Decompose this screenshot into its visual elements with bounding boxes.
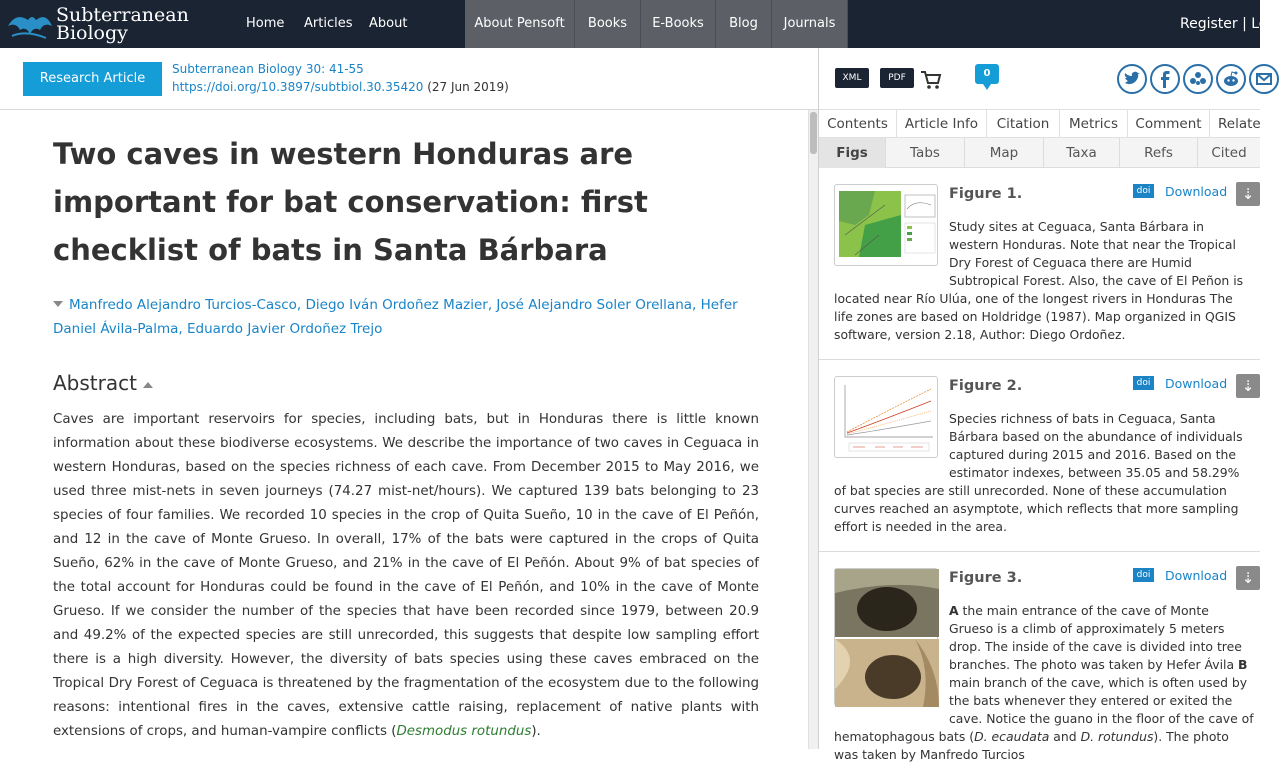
article-title: Two caves in western Honduras are important for bat conservation: first checklist of bats in Santa Bárbara	[53, 137, 648, 267]
tab-comment[interactable]: Comment	[1128, 110, 1210, 138]
scrollbar-thumb[interactable]	[810, 112, 817, 154]
tab-related[interactable]: Relate	[1218, 116, 1261, 132]
xml-download-button[interactable]: XML	[835, 68, 869, 88]
tab-article-info[interactable]: Article Info	[897, 110, 987, 138]
author-link[interactable]: Hefer Daniel Ávila-Palma	[53, 297, 738, 337]
download-arrow-icon[interactable]: ⇣	[1236, 566, 1260, 590]
panel-tabs-primary	[819, 110, 1260, 138]
caption-text: Study sites at Ceguaca, Santa Bárbara in western Honduras. Note that near the Tropical Dry Forest of Ceguaca there are Humid Subtropical Forest. Also, the cave of El Peñon is located near Río Ulúa, one of the longest rivers in Honduras The life zones are based on Holdridge (1987). Map organized in QGIS software, version 2.18, Author: Diego Ordoñez.	[834, 219, 1244, 342]
nav-home[interactable]: Home	[246, 16, 285, 31]
doi-badge[interactable]: doi	[1133, 568, 1154, 582]
nav-blog[interactable]: Blog	[716, 0, 772, 48]
species-name: Desmodus rotundus	[396, 724, 532, 739]
comment-count-badge[interactable]: 0	[975, 64, 999, 84]
tab-figs[interactable]: Figs	[819, 138, 886, 168]
cart-icon[interactable]	[920, 70, 942, 90]
nav-about[interactable]: About	[369, 16, 408, 31]
figure-title[interactable]: Figure 2.	[949, 378, 1023, 394]
site-logo[interactable]	[6, 4, 189, 44]
nav-books[interactable]: Books	[575, 0, 641, 48]
figure-item	[819, 360, 1260, 552]
top-navigation-bar	[0, 0, 1268, 48]
doi-badge[interactable]: doi	[1133, 376, 1154, 390]
doi-badge[interactable]: doi	[1133, 184, 1154, 198]
abstract-heading-label: Abstract	[53, 371, 137, 395]
tab-contents[interactable]: Contents	[819, 110, 897, 138]
author-list: Manfredo Alejandro Turcios-Casco, Diego Iván Ordoñez Mazier, José Alejandro Soler Orellana, Hefer Daniel Ávila-Palma, Eduardo Javier Ordoñez Trejo	[53, 297, 738, 337]
tab-metrics[interactable]: Metrics	[1060, 110, 1128, 138]
facebook-icon[interactable]	[1150, 64, 1180, 94]
caption-end: ). The photo was taken by Manfredo Turcios	[834, 729, 1229, 762]
tab-cited[interactable]: Cited	[1211, 145, 1247, 161]
nav-about-pensoft[interactable]: About Pensoft	[465, 0, 575, 48]
nav-journals[interactable]: Journals	[772, 0, 848, 48]
download-link[interactable]: Download	[1165, 376, 1228, 391]
caption-spacer	[834, 602, 949, 728]
download-link[interactable]: Download	[1165, 184, 1228, 199]
logo-text-line2: Biology	[56, 22, 128, 44]
tab-map[interactable]: Map	[965, 138, 1044, 168]
reddit-icon[interactable]	[1216, 64, 1246, 94]
doi-link[interactable]: https://doi.org/10.3897/subtbiol.30.35420	[172, 80, 424, 94]
publication-date: (27 Jun 2019)	[423, 80, 509, 94]
tab-taxa[interactable]: Taxa	[1044, 138, 1120, 168]
download-arrow-icon[interactable]: ⇣	[1236, 182, 1260, 206]
author-link[interactable]: Eduardo Javier Ordoñez Trejo	[186, 321, 383, 337]
caption-label-a: A	[949, 603, 959, 618]
email-icon[interactable]	[1249, 64, 1279, 94]
figure-item	[819, 168, 1260, 360]
article-type-badge[interactable]: Research Article	[23, 62, 162, 96]
caption-conjunction: and	[1049, 729, 1081, 744]
right-panel-toolbar	[819, 48, 1260, 110]
collapse-up-icon[interactable]	[143, 382, 153, 388]
doi-line	[172, 80, 509, 94]
twitter-icon[interactable]	[1117, 64, 1147, 94]
authors-expand-icon[interactable]	[53, 301, 63, 307]
bat-logo-icon	[6, 6, 54, 44]
abstract-end: ).	[531, 724, 541, 739]
caption-spacer	[834, 218, 949, 290]
tab-citation[interactable]: Citation	[987, 110, 1060, 138]
download-link[interactable]: Download	[1165, 568, 1228, 583]
caption-spacer	[834, 410, 949, 482]
download-arrow-icon[interactable]: ⇣	[1236, 374, 1260, 398]
figure-caption	[834, 410, 1254, 536]
caption-text: Species richness of bats in Ceguaca, Santa Bárbara based on the abundance of individuals captured during 2015 and 2016. Based on the estimator indexes, between 35.05 and 58.29% of bat species are still unrecorded. None of these accumulation curves reached an asymptote, which reflects that more sampling effort is needed in the area.	[834, 411, 1243, 534]
tab-refs[interactable]: Refs	[1120, 138, 1198, 168]
abstract-heading[interactable]	[53, 371, 153, 395]
figure-title[interactable]: Figure 3.	[949, 570, 1023, 586]
figure-caption	[834, 602, 1254, 764]
mendeley-icon[interactable]	[1183, 64, 1213, 94]
nav-articles[interactable]: Articles	[304, 16, 353, 31]
caption-part-a: the main entrance of the cave of Monte Grueso is a climb of approximately 5 meters drop. The inside of the cave is divided into tree branches. The photo was taken by Hefer Ávila	[949, 603, 1242, 672]
caption-part-b: main branch of the cave, which is often used by the bats whenever they entered or exited the cave. Notice the guano in the floor of the cave of hematophagous bats (	[834, 675, 1254, 744]
journal-citation-link[interactable]: Subterranean Biology 30: 41-55	[172, 62, 364, 76]
species-name: D. ecaudata	[974, 729, 1050, 744]
author-link[interactable]: Diego Iván Ordoñez Mazier	[305, 297, 488, 313]
nav-ebooks[interactable]: E-Books	[641, 0, 716, 48]
abstract-text	[53, 408, 759, 744]
author-link[interactable]: José Alejandro Soler Orellana	[496, 297, 693, 313]
article-header	[0, 48, 818, 110]
article-content	[0, 110, 808, 749]
figure-item	[819, 552, 1260, 762]
species-name: D. rotundus	[1080, 729, 1154, 744]
author-link[interactable]: Manfredo Alejandro Turcios-Casco	[69, 297, 297, 313]
register-login-link[interactable]: Register | Lo	[1180, 16, 1268, 32]
pdf-download-button[interactable]: PDF	[880, 68, 914, 88]
abstract-body: Caves are important reservoirs for species, including bats, but in Honduras there is little known information about these biodiverse ecosystems. We describe the importance of two caves in Ceguaca in western Honduras, based on the species richness of each cave. From December 2015 to May 2016, we used three mist-nets in seven journeys (74.27 mist-net/hours). We captured 139 bats belonging to 23 species of four families. We recorded 10 species in the crop of Quita Sueño, 10 in the cave of El Peñón, and 12 in the cave of Monte Grueso. In overall, 17% of the bats were captured in the crops of Quita Sueño, 62% in the cave of Monte Grueso, and 21% in the cave of El Peñón. About 9% of bat species of the total account for Honduras could be found in the cave of El Peñón, and 10% in the cave of Monte Grueso. If we consider the number of the species that have been recorded since 1979, between 20.9 and 49.2% of the expected species are still unrecorded, this suggests that despite low sampling effort there is a high diversity. However, the diversity of bats species using these caves embraced on the Tropical Dry Forest of Ceguaca is threatened by the fragmentation of the ecosystem due to the following reasons: intentional fires in the caves, extensive cattle raising, replacement of native plants with extensions of crops, and human-vampire conflicts (	[53, 412, 759, 739]
tab-tabs[interactable]: Tabs	[886, 138, 965, 168]
logo-text-line1: Subterranean	[56, 4, 189, 26]
article-scrollbar[interactable]	[808, 110, 818, 749]
panel-tabs-secondary	[819, 138, 1260, 168]
figure-caption	[834, 218, 1254, 344]
caption-label-b: B	[1238, 657, 1248, 672]
figure-title[interactable]: Figure 1.	[949, 186, 1023, 202]
